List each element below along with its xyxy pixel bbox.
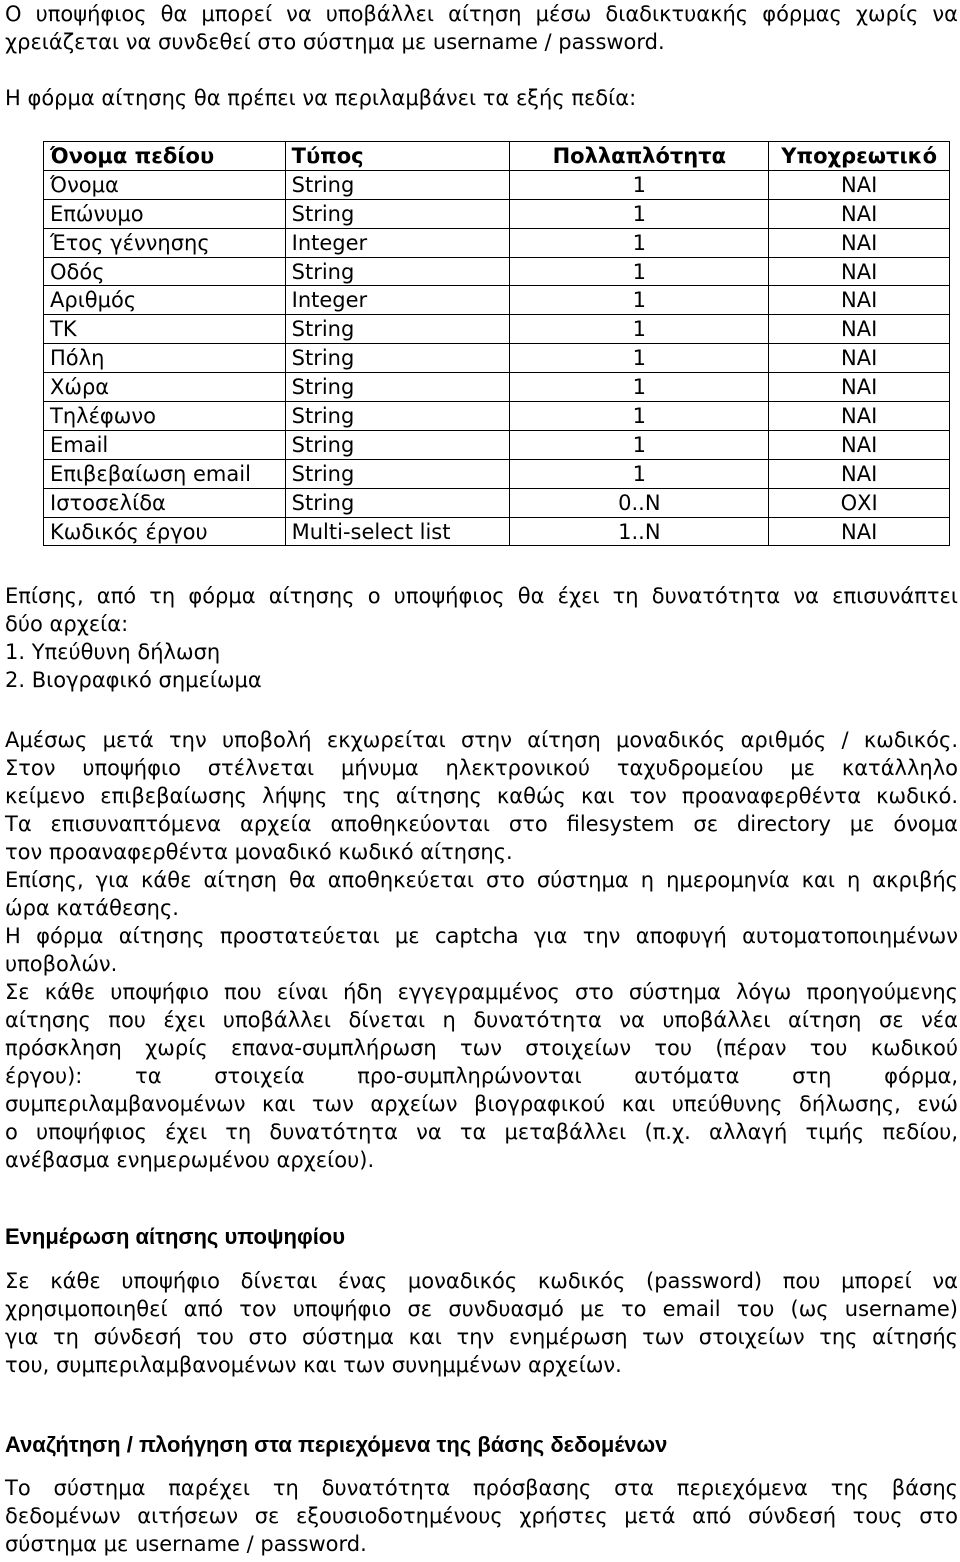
cell-type: String <box>285 257 510 286</box>
cell-field-name: Επιβεβαίωση email <box>44 459 286 488</box>
table-row <box>44 315 950 344</box>
table-row <box>44 488 950 517</box>
cell-required: ΝΑΙ <box>769 373 950 402</box>
cell-type: String <box>285 488 510 517</box>
table-row <box>44 517 950 546</box>
update-line: του, συμπεριλαμβανομένων και των συνημμένων αρχείων. <box>5 1353 622 1377</box>
cell-required: ΝΑΙ <box>769 344 950 373</box>
fields-table <box>43 141 950 546</box>
cell-type: String <box>285 402 510 431</box>
submission-line: τον προαναφερθέντα μοναδικό κωδικό αίτησης. <box>5 840 513 864</box>
cell-multiplicity: 1 <box>510 430 769 459</box>
submission-line: ανέβασμα ενημερωμένου αρχείου). <box>5 1148 375 1172</box>
submission-line: Σε κάθε υποψήφιο που είναι ήδη εγγεγραμμένος στο σύστημα λόγω προηγούμενης <box>5 980 958 1004</box>
cell-multiplicity: 1 <box>510 344 769 373</box>
search-line: Το σύστημα παρέχει τη δυνατότητα πρόσβασης στα περιεχόμενα της βάσης <box>5 1476 958 1500</box>
cell-multiplicity: 1 <box>510 286 769 315</box>
table-row <box>44 257 950 286</box>
cell-required: ΝΑΙ <box>769 315 950 344</box>
cell-multiplicity: 1 <box>510 459 769 488</box>
update-line: Σε κάθε υποψήφιο δίνεται ένας μοναδικός κωδικός (password) που μπορεί να <box>5 1269 958 1293</box>
intro-line-1: Ο υποψήφιος θα μπορεί να υποβάλλει αίτηση μέσω διαδικτυακής φόρμας χωρίς να <box>5 2 958 26</box>
cell-multiplicity: 1..N <box>510 517 769 546</box>
cell-multiplicity: 1 <box>510 228 769 257</box>
table-row <box>44 286 950 315</box>
cell-multiplicity: 1 <box>510 402 769 431</box>
cell-field-name: Email <box>44 430 286 459</box>
cell-type: String <box>285 344 510 373</box>
cell-type: String <box>285 199 510 228</box>
cell-multiplicity: 0..N <box>510 488 769 517</box>
search-line: δεδομένων αιτήσεων σε εξουσιοδοτημένους χρήστες μετά από σύνδεσή τους στο <box>5 1504 958 1528</box>
cell-field-name: Όνομα <box>44 170 286 199</box>
cell-type: Integer <box>285 228 510 257</box>
cell-required: ΝΑΙ <box>769 257 950 286</box>
submission-line: υποβολών. <box>5 952 118 976</box>
cell-required: ΝΑΙ <box>769 199 950 228</box>
cell-multiplicity: 1 <box>510 199 769 228</box>
attachment-item-1: 1. Υπεύθυνη δήλωση <box>5 640 221 664</box>
attachments-line-1: Επίσης, από τη φόρμα αίτησης ο υποψήφιος θα έχει τη δυνατότητα να επισυνάπτει <box>5 584 958 608</box>
table-row <box>44 373 950 402</box>
table-row <box>44 459 950 488</box>
cell-type: String <box>285 459 510 488</box>
cell-multiplicity: 1 <box>510 373 769 402</box>
submission-line: ο υποψήφιος έχει τη δυνατότητα να τα μεταβάλλει (π.χ. αλλαγή τιμής πεδίου, <box>5 1120 958 1144</box>
cell-field-name: Πόλη <box>44 344 286 373</box>
cell-field-name: Αριθμός <box>44 286 286 315</box>
attachments-line-2: δύο αρχεία: <box>5 612 129 636</box>
cell-required: ΝΑΙ <box>769 286 950 315</box>
header-required: Υποχρεωτικό <box>769 142 950 171</box>
update-section-heading: Ενημέρωση αίτησης υποψηφίου <box>5 1224 346 1249</box>
table-row <box>44 344 950 373</box>
intro-line-3: Η φόρμα αίτησης θα πρέπει να περιλαμβάνει τα εξής πεδία: <box>5 86 637 110</box>
header-multiplicity: Πολλαπλότητα <box>510 142 769 171</box>
submission-line: έργου): τα στοιχεία προ-συμπληρώνονται αυτόματα στη φόρμα, <box>5 1064 958 1088</box>
header-type: Τύπος <box>285 142 510 171</box>
cell-required: ΝΑΙ <box>769 517 950 546</box>
submission-line: πρόσκληση χωρίς επανα-συμπλήρωση των στοιχείων του (πέραν του κωδικού <box>5 1036 958 1060</box>
submission-line: Τα επισυναπτόμενα αρχεία αποθηκεύονται στο filesystem σε directory με όνομα <box>5 812 958 836</box>
table-row <box>44 430 950 459</box>
table-row <box>44 199 950 228</box>
cell-field-name: Οδός <box>44 257 286 286</box>
submission-line: Επίσης, για κάθε αίτηση θα αποθηκεύεται στο σύστημα η ημερομηνία και η ακριβής <box>5 868 958 892</box>
submission-line: αίτησης που έχει υποβάλλει δίνεται η δυνατότητα να υποβάλλει αίτηση σε νέα <box>5 1008 958 1032</box>
cell-type: String <box>285 430 510 459</box>
search-line: σύστημα με username / password. <box>5 1532 367 1556</box>
cell-required: ΝΑΙ <box>769 228 950 257</box>
submission-line: Αμέσως μετά την υποβολή εκχωρείται στην αίτηση μοναδικός αριθμός / κωδικός. <box>5 728 958 752</box>
cell-required: ΟΧΙ <box>769 488 950 517</box>
table-row <box>44 402 950 431</box>
cell-field-name: Κωδικός έργου <box>44 517 286 546</box>
submission-line: συμπεριλαμβανομένων και των αρχείων βιογραφικού και υπεύθυνης δήλωσης, ενώ <box>5 1092 958 1116</box>
cell-required: ΝΑΙ <box>769 170 950 199</box>
search-section-heading: Αναζήτηση / πλοήγηση στα περιεχόμενα της βάσης δεδομένων <box>5 1432 668 1457</box>
cell-type: Multi-select list <box>285 517 510 546</box>
cell-multiplicity: 1 <box>510 257 769 286</box>
cell-field-name: Τηλέφωνο <box>44 402 286 431</box>
cell-field-name: Έτος γέννησης <box>44 228 286 257</box>
table-row <box>44 170 950 199</box>
update-line: για τη σύνδεσή του στο σύστημα και την ενημέρωση των στοιχείων της αίτησής <box>5 1325 958 1349</box>
intro-line-2: χρειάζεται να συνδεθεί στο σύστημα με username / password. <box>5 30 665 54</box>
cell-field-name: Ιστοσελίδα <box>44 488 286 517</box>
cell-required: ΝΑΙ <box>769 459 950 488</box>
cell-required: ΝΑΙ <box>769 402 950 431</box>
update-line: χρησιμοποιηθεί από τον υποψήφιο σε συνδυασμό με το email του (ως username) <box>5 1297 958 1321</box>
header-field-name: Όνομα πεδίου <box>44 142 286 171</box>
cell-multiplicity: 1 <box>510 315 769 344</box>
cell-type: String <box>285 373 510 402</box>
cell-type: String <box>285 315 510 344</box>
cell-field-name: ΤΚ <box>44 315 286 344</box>
cell-multiplicity: 1 <box>510 170 769 199</box>
attachment-item-2: 2. Βιογραφικό σημείωμα <box>5 668 262 692</box>
cell-type: String <box>285 170 510 199</box>
cell-field-name: Χώρα <box>44 373 286 402</box>
table-header-row <box>44 142 950 171</box>
submission-line: ώρα κατάθεσης. <box>5 896 179 920</box>
cell-required: ΝΑΙ <box>769 430 950 459</box>
submission-line: Στον υποψήφιο στέλνεται μήνυμα ηλεκτρονικού ταχυδρομείου με κατάλληλο <box>5 756 958 780</box>
submission-line: Η φόρμα αίτησης προστατεύεται με captcha για την αποφυγή αυτοματοποιημένων <box>5 924 958 948</box>
cell-field-name: Επώνυμο <box>44 199 286 228</box>
cell-type: Integer <box>285 286 510 315</box>
submission-line: κείμενο επιβεβαίωσης λήψης της αίτησης καθώς και τον προαναφερθέντα κωδικό. <box>5 784 958 808</box>
table-row <box>44 228 950 257</box>
